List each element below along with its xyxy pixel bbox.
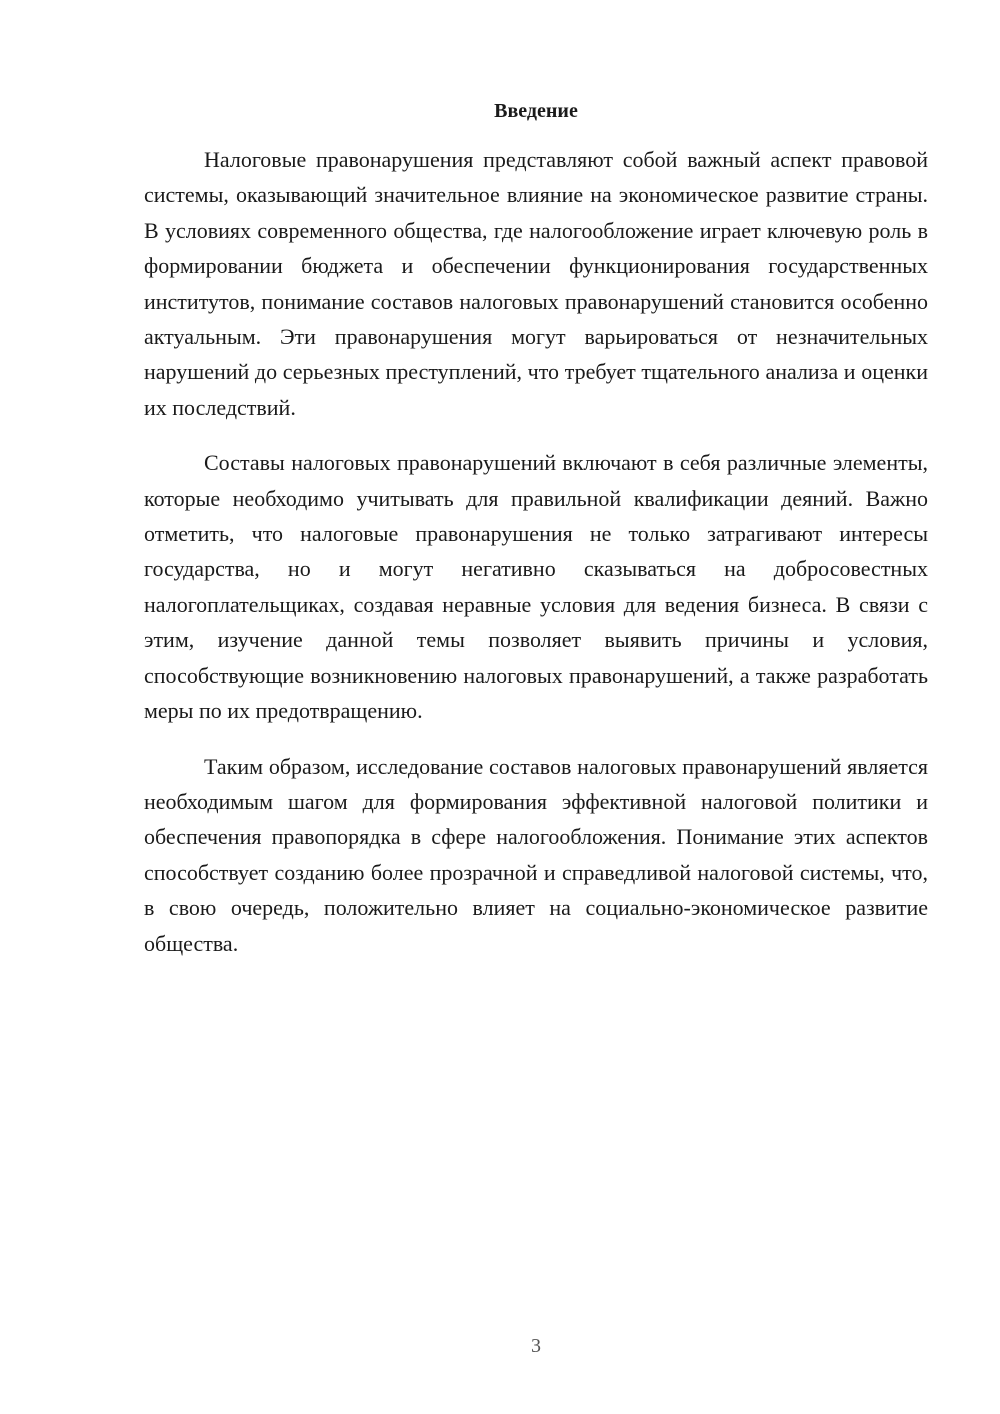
body-text bbox=[144, 142, 928, 981]
page-number: 3 bbox=[531, 1335, 541, 1357]
paragraph-3: Таким образом, исследование составов налоговых правонарушений является необходимым шагом для формирования эффективной налоговой политики и обеспечения правопорядка в сфере налогообложения. Понимание этих аспектов способствует созданию более прозрачной и справедливой налоговой системы, что, в свою очередь, положительно влияет на социально-экономическое развитие общества. bbox=[144, 753, 928, 956]
paragraph-1: Налоговые правонарушения представляют собой важный аспект правовой системы, оказывающий значительное влияние на экономическое развитие страны. В условиях современного общества, где налогообложение играет ключевую роль в формировании бюджета и обеспечении функционирования государственных институтов, понимание составов налоговых правонарушений становится особенно актуальным. Эти правонарушения могут варьироваться от незначительных нарушений до серьезных преступлений, что требует тщательного анализа и оценки их последствий. bbox=[144, 147, 928, 420]
section-heading: Введение bbox=[494, 100, 578, 122]
paragraph-2: Составы налоговых правонарушений включают в себя различные элементы, которые необходимо учитывать для правильной квалификации деяний. Важно отметить, что налоговые правонарушения не только затрагивают интересы государства, но и могут негативно сказываться на добросовестных налогоплательщиках, создавая неравные условия для ведения бизнеса. В связи с этим, изучение данной темы позволяет выявить причины и условия, способствующие возникновению налоговых правонарушений, а также разработать меры по их предотвращению. bbox=[144, 450, 928, 724]
